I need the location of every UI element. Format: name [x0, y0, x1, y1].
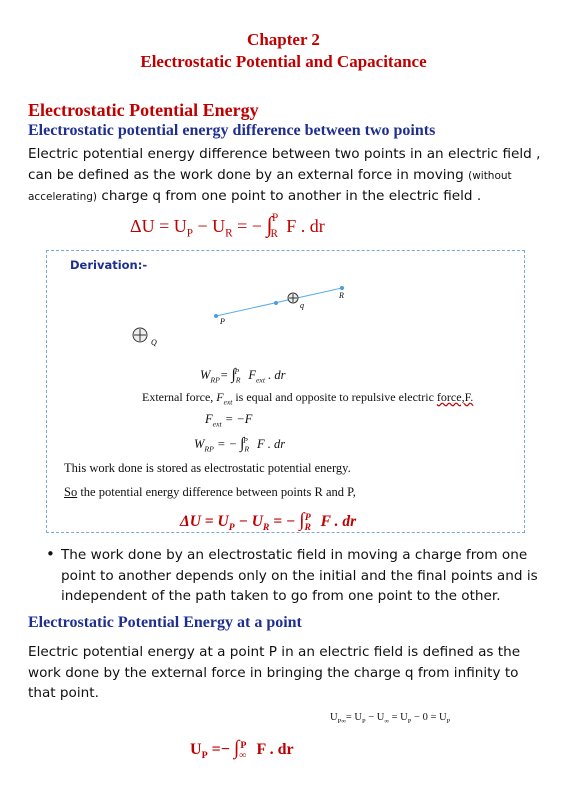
charge-diagram: [120, 280, 380, 355]
para-line: that point.: [28, 685, 99, 701]
chapter-title: Electrostatic Potential and Capacitance: [140, 52, 427, 71]
stored-statement: This work done is stored as electrostatic potential energy.: [64, 461, 351, 475]
equation-u-p-infinity: $U_{P\infty}= U_P - U_\infty = U_P - 0 = U_P$: [330, 712, 451, 726]
equation-delta-u-2: $\Delta U = U_P - U_R$ = − $\int_R^P$ F . dr: [180, 510, 357, 534]
section-heading-energy-at-point: Electrostatic Potential Energy at a point: [28, 614, 302, 631]
label-Q: Q: [151, 338, 157, 347]
paragraph-energy-difference: [28, 144, 548, 208]
para-line: Electric potential energy difference between two points in an electric field ,: [28, 146, 541, 162]
para-line: can be defined as the work done by an external force in moving (without: [28, 166, 512, 183]
chapter-label: Chapter 2: [247, 30, 320, 49]
equation-w-rp-2: $W_{RP}$ = − $\int_R^P$ F . dr: [194, 435, 286, 454]
bullet-line: independent of the path taken to go from one point to the other.: [61, 588, 501, 604]
equation-delta-u: $\Delta U = U_P - U_R$ = − $\int_R^P$ F . dr: [130, 212, 325, 240]
bullet-line: The work done by an electrostatic field in moving a charge from one: [61, 547, 528, 563]
equation-w-rp: $W_{RP}= \int_R^P$ $F_{ext}$ . dr: [200, 366, 286, 385]
section-heading-potential-energy: Electrostatic Potential Energy: [28, 100, 259, 120]
label-q: q: [300, 301, 304, 310]
external-force-statement: External force, $F_{ext}$ is equal and opposite to repulsive electric force,F.: [142, 390, 474, 407]
equation-u-p: $U_P =- \int_\infty^P$ F . dr: [190, 737, 294, 762]
bullet-line: point to another depends only on the initial and the final points and is: [61, 567, 538, 584]
para-line: accelerating) charge q from one point to another in the electric field .: [28, 188, 482, 204]
para-line: work done by the external force in bringing the charge q from infinity to: [28, 664, 519, 681]
path-line: [216, 288, 342, 316]
source-charge-Q-icon: [133, 328, 147, 342]
subheading-energy-difference: Electrostatic potential energy difference between two points: [28, 122, 436, 139]
para-line: Electric potential energy at a point P in an electric field is defined as the: [28, 644, 521, 660]
test-charge-q-icon: [288, 293, 298, 303]
label-r: R: [339, 291, 344, 300]
point-r: [340, 286, 344, 290]
so-statement: So the potential energy difference between points R and P,: [64, 485, 356, 499]
equation-fext: $F_{ext} = -F$: [205, 412, 253, 429]
point-p: [214, 314, 218, 318]
bullet-dot: •: [46, 545, 55, 563]
label-p: P: [220, 317, 225, 326]
derivation-label: Derivation:-: [70, 258, 148, 272]
paragraph-energy-at-point: [28, 642, 548, 704]
point-mid: [274, 301, 278, 305]
